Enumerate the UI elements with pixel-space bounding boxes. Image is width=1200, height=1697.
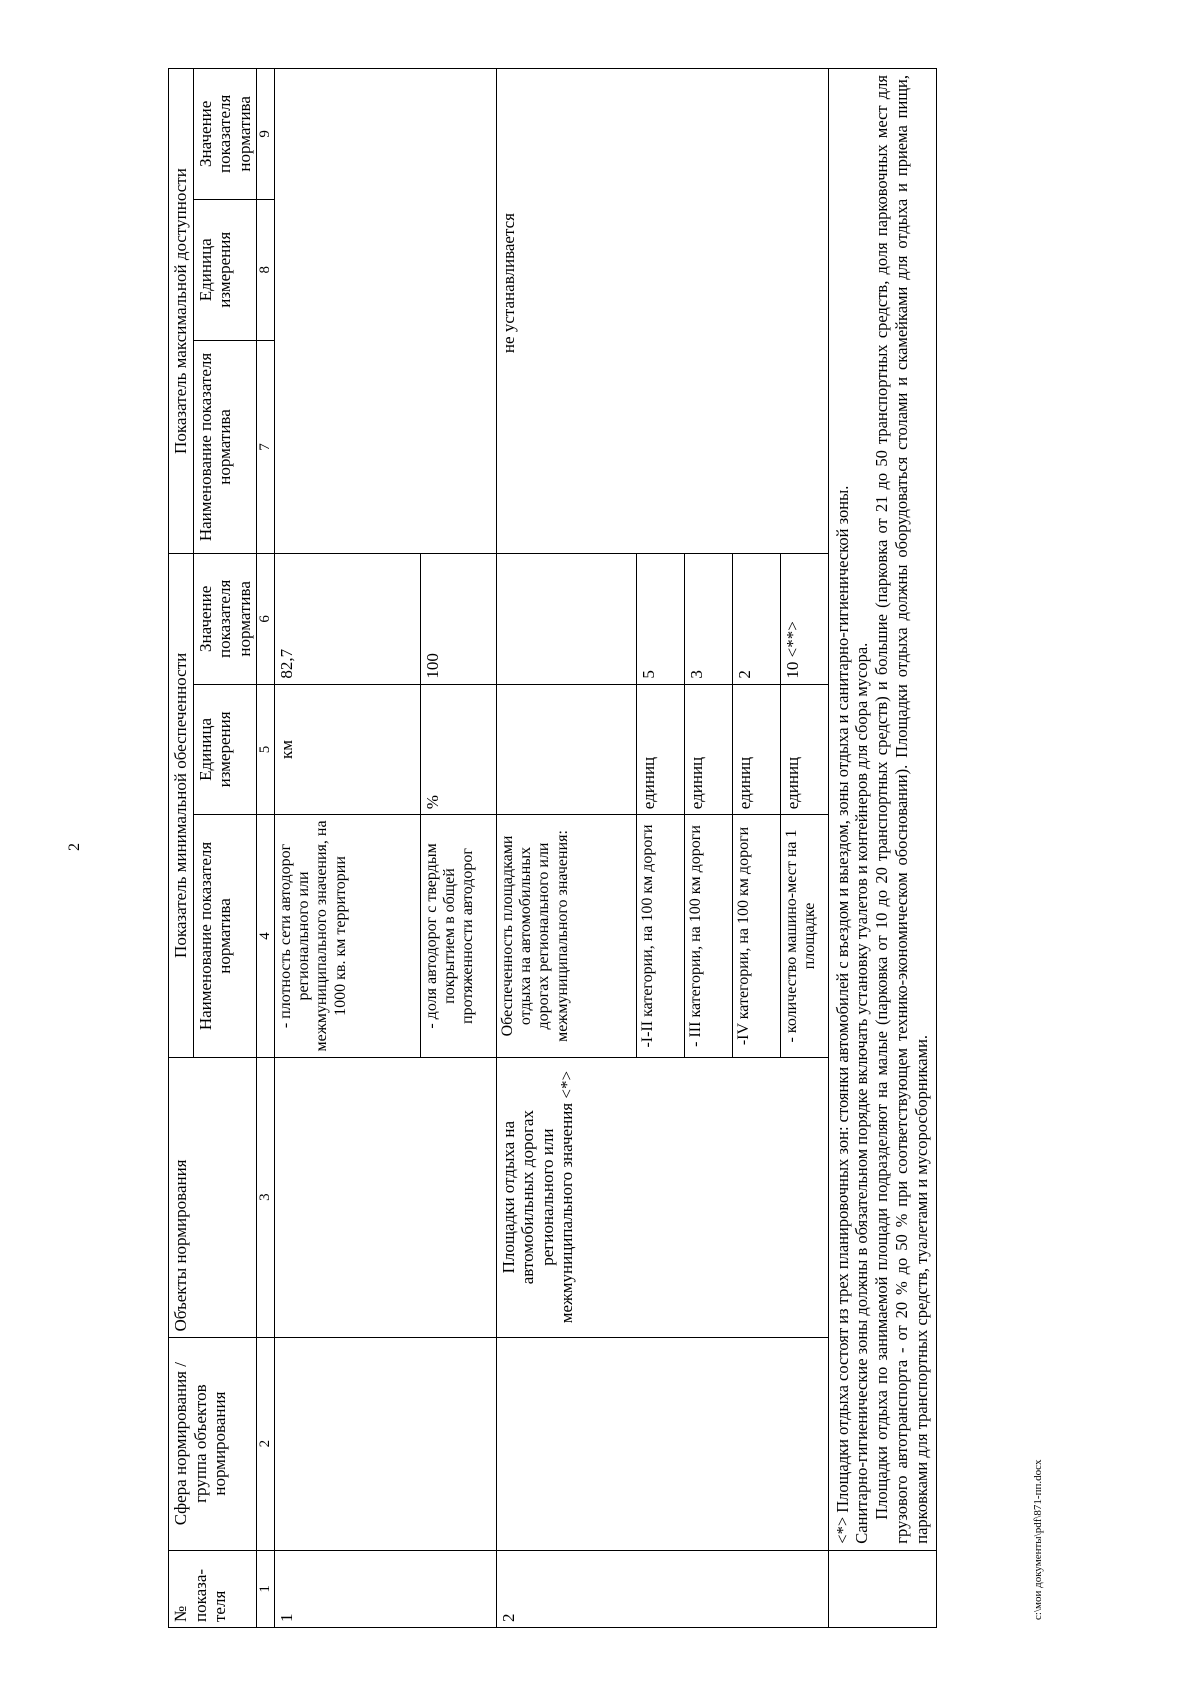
table-row [274, 69, 420, 1628]
note-paragraph: <*> Площадки отдыха состоят из трех планировочных зон: стоянки автомобилей с въездом и выездом, зоны отдыха и санитарно-гигиенической зоны. [832, 485, 852, 1544]
indicator-value: 5 [636, 554, 684, 685]
row-number: 1 [274, 1550, 496, 1627]
max-access-empty [274, 69, 496, 554]
indicator-value: 10 <**> [780, 554, 828, 685]
indicator-unit: единиц [732, 684, 780, 815]
page-number: 2 [66, 843, 83, 851]
notes-cell [828, 69, 936, 1551]
row-number: 2 [496, 1550, 828, 1627]
indicator-unit: % [420, 684, 496, 815]
indicator-unit: км [274, 684, 420, 815]
indicator-value: 100 [420, 554, 496, 685]
col-number: 8 [257, 199, 275, 340]
header-row-1 [169, 69, 194, 1628]
header-unit-min: Единица измерения [193, 684, 257, 815]
note-paragraph: Санитарно-гигиенические зоны должны в обязательном порядке включать установку туалетов и контейнеров для сбора мусора. [852, 642, 872, 1544]
indicator-name: - плотность сети автодорог регионального или межмуниципального значения, на 1000 кв. км территории [274, 815, 420, 1058]
indicator-intro: Обеспеченность площадками отдыха на автомобильных дорогах регионального или межмуниципального значения: [496, 815, 636, 1058]
indicator-value: 82,7 [274, 554, 420, 685]
col-number: 6 [257, 554, 275, 685]
col-number: 4 [257, 815, 275, 1058]
header-value-min: Значение показателя норматива [193, 554, 257, 685]
header-number: № показа-теля [169, 1550, 257, 1627]
header-objects: Объекты нормирования [169, 1057, 257, 1337]
indicator-unit: единиц [636, 684, 684, 815]
rotated-table-page [168, 68, 1048, 1628]
col-number: 3 [257, 1057, 275, 1337]
header-sphere: Сфера нормирования / группа объектов нормирования [169, 1337, 257, 1550]
indicator-name: - III категории, на 100 км дороги [684, 815, 732, 1058]
indicator-name: - доля автодорог с твердым покрытием в общей протяженности автодорог [420, 815, 496, 1058]
header-name-max: Наименование показателя норматива [193, 340, 257, 553]
sphere-cell [496, 1337, 828, 1550]
indicator-value: 2 [732, 554, 780, 685]
indicator-value [496, 554, 636, 685]
header-value-max: Значение показателя норматива [193, 69, 257, 200]
header-max-access: Показатель максимальной доступности [169, 69, 194, 554]
max-access-not-set: не устанавливается [496, 69, 828, 554]
indicator-unit: единиц [780, 684, 828, 815]
col-number: 9 [257, 69, 275, 200]
notes-row [828, 69, 936, 1628]
header-unit-max: Единица измерения [193, 199, 257, 340]
table-row [496, 69, 636, 1628]
indicator-unit: единиц [684, 684, 732, 815]
indicator-name: -I-II категории, на 100 км дороги [636, 815, 684, 1058]
col-number: 7 [257, 340, 275, 553]
objects-cell: Площадки отдыха на автомобильных дорогах регионального или межмуниципального значения <*> [496, 1057, 828, 1337]
sphere-cell [274, 1337, 496, 1550]
footer-file-path: c:\мои документы\pdf\871-пп.docx [1032, 1459, 1044, 1620]
column-numbers-row [257, 69, 275, 1628]
objects-cell [274, 1057, 496, 1337]
indicator-value: 3 [684, 554, 732, 685]
indicator-name: - количество машино-мест на 1 площадке [780, 815, 828, 1058]
header-name-min: Наименование показателя норматива [193, 815, 257, 1058]
col-number: 1 [257, 1550, 275, 1627]
standards-table [168, 68, 937, 1628]
note-paragraph: Площадки отдыха по занимаемой площади подразделяют на малые (парковка от 10 до 20 транспортных средств) и большие (парковка от 21 до 50 транспортных средств, доля парковочных мест для грузового автотранспорта - от 20 % до 50 % при соответствующем технико-экономическом обосновании). Площадки отдыха должны оборудоваться столами и скамейками для отдыха и приема пищи, парковками для транспортных средств, туалетами и мусоросборниками. [872, 75, 931, 1544]
indicator-unit [496, 684, 636, 815]
col-number: 2 [257, 1337, 275, 1550]
indicator-name: -IV категории, на 100 км дороги [732, 815, 780, 1058]
header-min-provision: Показатель минимальной обеспеченности [169, 554, 194, 1058]
notes-empty-cell [828, 1550, 936, 1627]
col-number: 5 [257, 684, 275, 815]
